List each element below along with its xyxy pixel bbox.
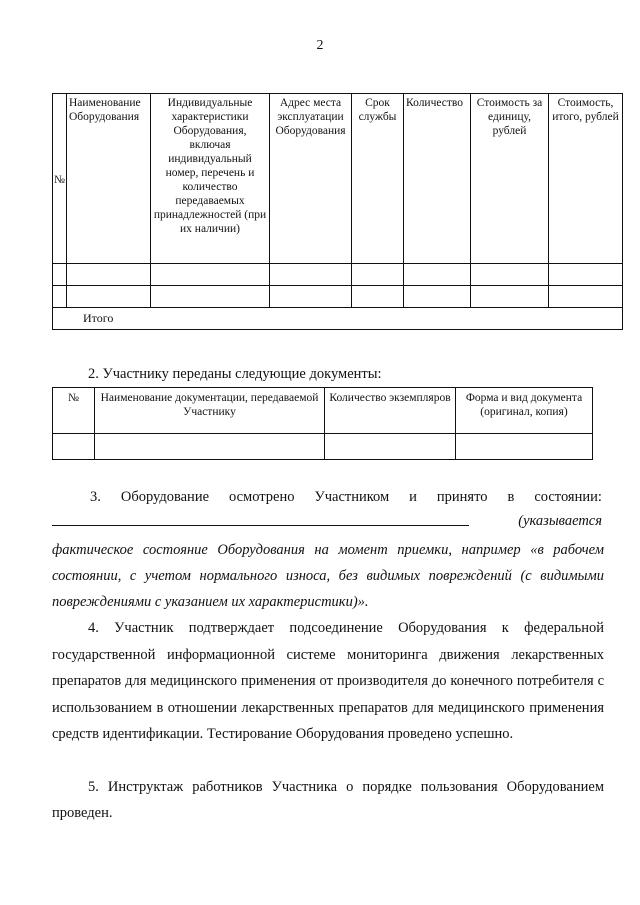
section-3-hint: фактическое состояние Оборудования на момент приемки, например «в рабочем состоянии, с учетом нормального износа, без видимых повреждений (с видимыми повреждениями с указанием их характеристики)».: [52, 542, 604, 610]
col-number-header: №: [53, 94, 67, 264]
fill-in-line: [52, 525, 469, 526]
section-3-word: и: [409, 489, 417, 505]
table-cell: [404, 264, 471, 286]
section-3-word: осмотрено: [228, 489, 295, 505]
documents-table: [52, 387, 593, 460]
table-cell: [471, 264, 549, 286]
section-3-word: Оборудование: [120, 489, 210, 505]
table-cell: [53, 434, 95, 460]
col-quantity-header: Количество: [404, 94, 471, 264]
col-equipment-name-header: Наименование Оборудования: [67, 94, 151, 264]
doc-col-number-header: №: [53, 388, 95, 434]
table-cell: [53, 286, 67, 308]
table-cell: [549, 264, 623, 286]
section-3-word: 3.: [90, 489, 101, 505]
section-3-word: принято: [436, 489, 488, 505]
table-cell: [151, 286, 270, 308]
table-row: [53, 286, 623, 308]
section-3-word: Участником: [314, 489, 390, 505]
section-3-first-line: [90, 484, 602, 510]
doc-col-name-header: Наименование документации, передаваемой Участнику: [95, 388, 325, 434]
col-characteristics-header: Индивидуальные характеристики Оборудования, включая индивидуальный номер, перечень и количество передаваемых принадлежностей (при их наличии): [151, 94, 270, 264]
table-cell: [352, 286, 404, 308]
table-cell: [67, 286, 151, 308]
table-row: [53, 434, 593, 460]
total-row: [53, 308, 623, 330]
doc-col-form-header: Форма и вид документа (оригинал, копия): [456, 388, 593, 434]
table-cell: [456, 434, 593, 460]
col-address-header: Адрес места эксплуатации Оборудования: [270, 94, 352, 264]
equipment-table: [52, 93, 623, 330]
col-service-life-header: Срок службы: [352, 94, 404, 264]
section-3-hint-start: (указывается: [518, 513, 602, 529]
page-number: 2: [316, 38, 324, 53]
table-cell: [549, 286, 623, 308]
section-5-text: 5. Инструктаж работников Участника о порядке пользования Оборудованием проведен.: [52, 779, 604, 821]
table-row: [53, 264, 623, 286]
table-cell: [270, 286, 352, 308]
section-2-text: 2. Участнику переданы следующие документы:: [88, 366, 382, 382]
total-label: Итого: [53, 308, 623, 330]
section-3-word: состоянии:: [534, 489, 602, 505]
doc-col-count-header: Количество экземпляров: [325, 388, 456, 434]
col-total-cost-header: Стоимость, итого, рублей: [549, 94, 623, 264]
section-3-word: в: [507, 489, 515, 505]
table-cell: [352, 264, 404, 286]
table-cell: [67, 264, 151, 286]
equipment-table-header: [53, 94, 623, 264]
table-cell: [270, 264, 352, 286]
col-unit-cost-header: Стоимость за единицу, рублей: [471, 94, 549, 264]
table-cell: [471, 286, 549, 308]
table-cell: [95, 434, 325, 460]
section-4-text: 4. Участник подтверждает подсоединение Оборудования к федеральной государственной информационной системе мониторинга движения лекарственных препаратов для медицинского применения от производителя до конечного потребителя с использованием в отношении лекарственных препаратов для медицинского применения средств идентификации. Тестирование Оборудования проведено успешно.: [52, 620, 604, 742]
table-cell: [151, 264, 270, 286]
table-cell: [53, 264, 67, 286]
table-cell: [404, 286, 471, 308]
documents-table-header: [53, 388, 593, 434]
table-cell: [325, 434, 456, 460]
